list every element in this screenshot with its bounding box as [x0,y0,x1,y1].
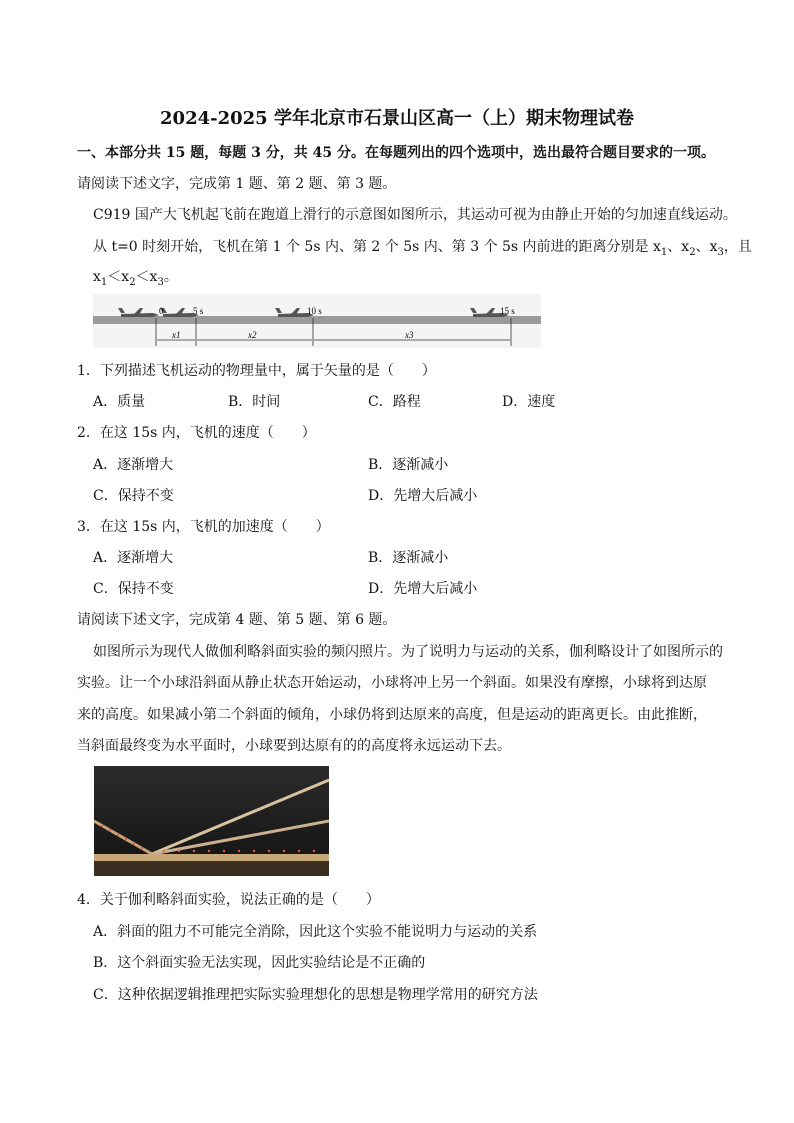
reading-instruction-1: 请阅读下述文字，完成第 1 题、第 2 题、第 3 题。 [77,176,397,192]
section-header: 一、本部分共 15 题，每题 3 分，共 45 分。在每题列出的四个选项中，选出最符合题目要求的一项。 [77,145,715,161]
q3-option-a: A．逐渐增大 [93,550,174,566]
passage1-line2: 从 t=0 时刻开始，飞机在第 1 个 5s 内、第 2 个 5s 内、第 3 个 5s 内前进的距离分别是 $x_1$、$x_2$、$x_3$，且 [93,239,752,258]
q4-option-a: A．斜面的阻力不可能完全消除，因此这个实验不能说明力与运动的关系 [93,924,538,940]
runway-diagram-svg [93,294,541,348]
q2-option-d: D．先增大后减小 [368,488,478,504]
q3-option-d: D．先增大后减小 [368,581,478,597]
q1-option-b: B．时间 [228,394,281,410]
q1-stem: 1．下列描述飞机运动的物理量中，属于矢量的是（ ） [77,363,436,379]
passage1-line3: $x_1<x_2<x_3$。 [93,269,178,288]
reading-instruction-2: 请阅读下述文字，完成第 4 题、第 5 题、第 6 题。 [77,612,397,628]
q4-option-b: B．这个斜面实验无法实现，因此实验结论是不正确的 [93,955,426,971]
passage1-line1: C919 国产大飞机起飞前在跑道上滑行的示意图如图所示，其运动可视为由静止开始的匀加速直线运动。 [93,207,737,223]
q2-option-c: C．保持不变 [93,488,174,504]
incline-experiment-photo [94,766,329,876]
passage2-line2: 实验。让一个小球沿斜面从静止状态开始运动，小球将冲上另一个斜面。如果没有摩擦，小球将到达原 [77,675,707,691]
time-label-10s: 10 s [307,306,322,316]
q1-option-d: D．速度 [502,394,556,410]
horizontal-track [94,854,329,861]
page-title: 2024-2025 学年北京市石景山区高一（上）期末物理试卷 [160,108,634,129]
q4-option-c: C．这种依据逻辑推理把实际实验理想化的思想是物理学常用的研究方法 [93,987,538,1003]
runway-strip [93,316,541,324]
distance-label-x1: x1 [172,330,181,340]
passage2-line4: 当斜面最终变为水平面时，小球要到达原有的的高度将永远运动下去。 [77,738,511,754]
runway-diagram [93,294,541,348]
q2-option-a: A．逐渐增大 [93,457,174,473]
distance-label-x3: x3 [405,330,414,340]
q2-stem: 2．在这 15s 内，飞机的速度（ ） [77,425,316,441]
incline-photo-svg [94,766,329,876]
q3-option-b: B．逐渐减小 [368,550,449,566]
q4-stem: 4．关于伽利略斜面实验，说法正确的是（ ） [77,892,380,908]
distance-label-x2: x2 [248,330,257,340]
time-label-15s: 15 s [500,306,515,316]
q3-stem: 3．在这 15s 内，飞机的加速度（ ） [77,519,330,535]
time-label-5s: 5 s [193,306,204,316]
q3-option-c: C．保持不变 [93,581,174,597]
q1-option-c: C．路程 [368,394,421,410]
airplane-icon [118,308,159,317]
passage2-line3: 来的高度。如果减小第二个斜面的倾角，小球仍将到达原来的高度，但是运动的距离更长。由此推断， [77,707,707,723]
q2-option-b: B．逐渐减小 [368,457,449,473]
q1-option-a: A．质量 [93,394,146,410]
passage2-line1: 如图所示为现代人做伽利略斜面实验的频闪照片。为了说明力与运动的关系，伽利略设计了如图所示的 [93,644,723,660]
time-label-0: 0 [159,306,164,316]
